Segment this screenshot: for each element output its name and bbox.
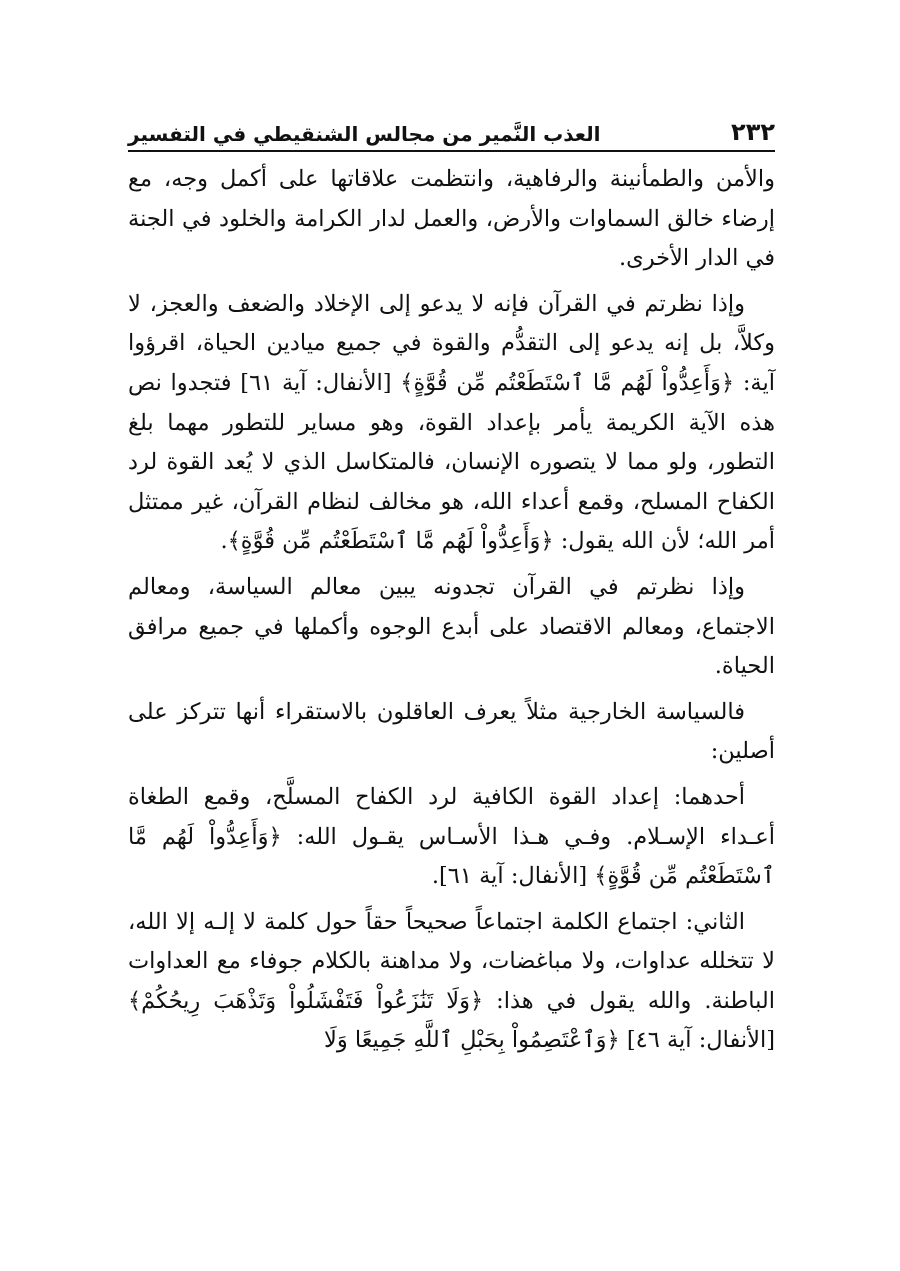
body-text — [128, 160, 775, 1061]
page-number: ٢٣٢ — [731, 118, 775, 146]
paragraph: والأمن والطمأنينة والرفاهية، وانتظمت علاقاتها على أكمل وجه، مع إرضاء خالق السماوات والأرض، والعمل لدار الكرامة والخلود في الجنة في الدار الأخرى. — [128, 166, 775, 272]
paragraph: الثاني: اجتماع الكلمة اجتماعاً صحيحاً حقاً حول كلمة لا إلـه إلا الله، لا تتخلله عداوات، ولا مباغضات، ولا مداهنة بالكلام جوفاء مع العداوات الباطنة. والله يقول في هذا: ﴿وَلَا تَنَٰزَعُواْ فَتَفْشَلُواْ وَتَذْهَبَ رِيحُكُمْ﴾ [الأنفال: آية ٤٦] ﴿وَٱعْتَصِمُواْ بِحَبْلِ ٱللَّهِ جَمِيعًا وَلَا — [128, 908, 775, 1054]
page-header — [128, 104, 775, 152]
running-title: العذب النَّمير من مجالس الشنقيطي في التفسير — [128, 122, 601, 146]
paragraph: وإذا نظرتم في القرآن تجدونه يبين معالم السياسة، ومعالم الاجتماع، ومعالم الاقتصاد على أبدع الوجوه وأكملها في جميع مرافق الحياة. — [128, 573, 775, 680]
book-page — [128, 104, 775, 1067]
paragraph: أحدهما: إعداد القوة الكافية لرد الكفاح المسلَّح، وقمع الطغاة أعـداء الإسـلام. وفـي هـذا الأسـاس يقـول الله: ﴿وَأَعِدُّواْ لَهُم مَّا ٱسْتَطَعْتُم مِّن قُوَّةٍ﴾ [الأنفال: آية ٦١]. — [128, 783, 775, 890]
paragraph: وإذا نظرتم في القرآن فإنه لا يدعو إلى الإخلاد والضعف والعجز، لا وكلاَّ، بل إنه يدعو إلى التقدُّم والقوة في جميع ميادين الحياة، اقرؤوا آية: ﴿وَأَعِدُّواْ لَهُم مَّا ٱسْتَطَعْتُم مِّن قُوَّةٍ﴾ [الأنفال: آية ٦١] فتجدوا نص هذه الآية الكريمة يأمر بإعداد القوة، وهو مساير للتطور مهما بلغ التطور، ولو مما لا يتصوره الإنسان، فالمتكاسل الذي لا يُعد القوة لرد الكفاح المسلح، وقمع أعداء الله، هو مخالف لنظام القرآن، غير ممتثل أمر الله؛ لأن الله يقول: ﴿وَأَعِدُّواْ لَهُم مَّا ٱسْتَطَعْتُم مِّن قُوَّةٍ﴾. — [128, 290, 775, 555]
paragraph: فالسياسة الخارجية مثلاً يعرف العاقلون بالاستقراء أنها تتركز على أصلين: — [128, 698, 775, 765]
